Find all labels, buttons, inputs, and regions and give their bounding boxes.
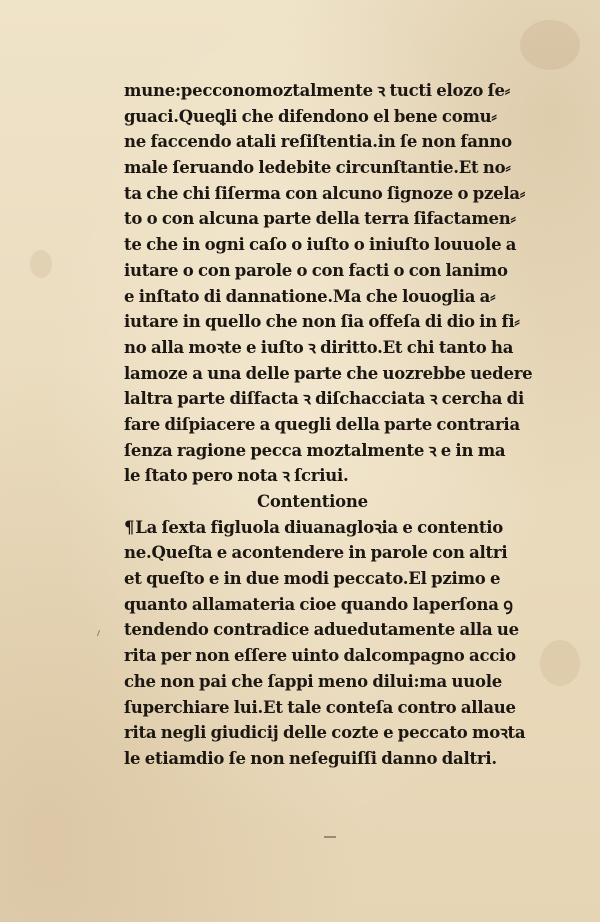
text-line: laltra parte diſfacta ꝛ diſchacciata ꝛ cercha di <box>124 389 524 409</box>
text-line: fare diſpiacere a quegli della parte contraria <box>124 414 520 434</box>
text-line: le etiamdio ſe non neſeguiſſi danno daltri. <box>124 748 497 768</box>
text-line: La ſexta figluola diuanagloꝛia e contentio <box>135 517 503 537</box>
section-first-line <box>124 515 532 541</box>
text-line: ſuperchiare lui.Et tale conteſa contro allaue <box>124 697 516 717</box>
text-line: male ſeruando ledebite circunſtantie.Et no⸗ <box>124 158 511 178</box>
text-line: mune:pecconomoztalmente ꝛ tucti elozo ſe⸗ <box>124 81 511 100</box>
text-line: no alla moꝛte e iuſto ꝛ diritto.Et chi tanto ha <box>124 337 514 357</box>
text-line: lamoze a una delle parte che uozrebbe uedere <box>124 363 533 383</box>
text-line: to o con alcuna parte della terra ſifactamen⸗ <box>124 209 516 229</box>
text-line: ta che chi ſiſerma con alcuno ſignoze o pzela⸗ <box>124 183 526 203</box>
text-line: ne.Queſta e acontendere in parole con altri <box>124 543 508 563</box>
foxing-stain <box>30 250 52 278</box>
text-line: iutare o con parole o con facti o con lanimo <box>124 260 508 280</box>
text-line: te che in ogni caſo o iuſto o iniuſto louuole a <box>124 235 517 255</box>
text-line: rita negli giudicij delle cozte e peccato moꝛta <box>124 723 526 743</box>
text-block <box>124 78 532 772</box>
paragraph-mark-icon: ¶ <box>124 517 135 537</box>
text-line: tendendo contradice aduedutamente alla ue <box>124 620 519 640</box>
foxing-stain <box>520 20 580 70</box>
text-line: rita per non eſſere uinto dalcompagno accio <box>124 646 516 666</box>
text-line: quanto allamateria cioe quando laperſona ꝯ <box>124 594 513 614</box>
text-line: e inſtato di dannatione.Ma che louoglia a⸗ <box>124 286 496 306</box>
section-heading: Contentione <box>257 492 368 511</box>
foxing-stain <box>540 640 580 686</box>
text-line: et queſto e in due modi peccato.El pzimo e <box>124 569 501 589</box>
ink-mark <box>324 836 336 838</box>
text-line: ſenza ragione pecca moztalmente ꝛ e in ma <box>124 440 506 460</box>
text-line: ne faccendo atali reſiſtentia.in ſe non fanno <box>124 132 512 152</box>
text-line: iutare in quello che non ſia offeſa di dio in fi⸗ <box>124 312 520 332</box>
ink-mark <box>97 630 100 636</box>
text-line: guaci.Queꝗli che difendono el bene comu⸗ <box>124 106 497 126</box>
text-line: le ſtato pero nota ꝛ ſcriui. <box>124 466 349 486</box>
text-line: che non pai che ſappi meno dilui:ma uuole <box>124 671 502 691</box>
